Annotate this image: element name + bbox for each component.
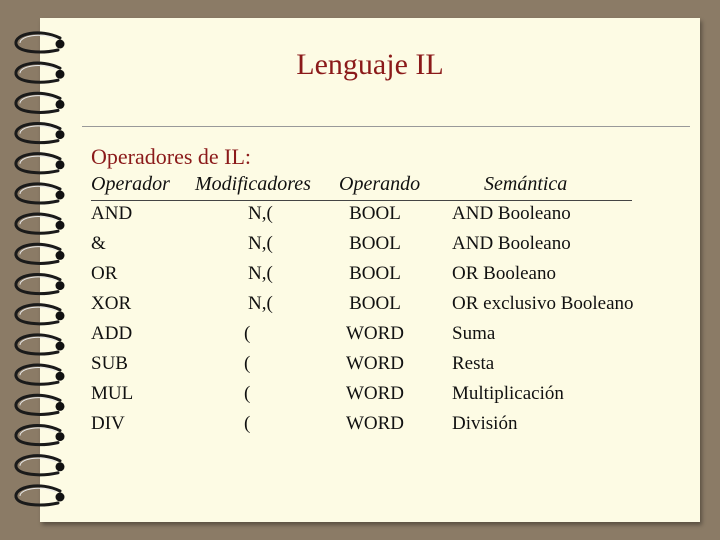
spiral-ring [16,154,65,173]
operand-cell: WORD [345,383,405,404]
spiral-ring [16,486,65,505]
header-operando: Operando [339,173,421,195]
section-subtitle: Operadores de IL: [91,144,252,169]
operator-cell: SUB [91,353,128,374]
title-divider [82,126,690,127]
table-row [0,233,720,263]
semantics-cell: Multiplicación [452,383,564,404]
semantics-cell: OR exclusivo Booleano [452,293,634,314]
operand-cell: BOOL [349,203,401,224]
modifier-cell: N,( [248,293,273,314]
operator-cell: ADD [91,323,133,344]
semantics-cell: AND Booleano [452,203,571,224]
modifier-cell: ( [244,353,251,374]
operand-cell: BOOL [349,233,401,254]
modifier-cell: ( [244,413,251,434]
table-row [0,293,720,323]
modifier-cell: ( [244,383,251,404]
operand-cell: WORD [345,413,405,434]
table-row [0,413,720,443]
modifier-cell: ( [244,323,251,344]
modifier-cell: N,( [248,263,273,284]
semantics-cell: División [452,413,518,434]
semantics-cell: AND Booleano [452,233,571,254]
header-modificadores: Modificadores [195,173,311,195]
table-row [0,263,720,293]
spiral-ring [16,456,65,475]
semantics-cell: Resta [452,353,495,374]
spiral-ring [16,93,65,112]
table-row [0,383,720,413]
operand-cell: WORD [345,353,405,374]
modifier-cell: N,( [248,233,273,254]
operator-cell: XOR [91,293,132,314]
operator-cell: DIV [91,413,125,434]
operator-cell: OR [91,263,118,284]
modifier-cell: N,( [248,203,273,224]
operand-cell: WORD [345,323,405,344]
operand-cell: BOOL [349,293,401,314]
spiral-ring [16,184,65,203]
operator-cell: & [91,233,106,254]
operand-cell: BOOL [349,263,401,284]
operator-cell: AND [91,203,133,224]
spiral-ring [16,123,65,142]
header-underline [91,200,632,201]
semantics-cell: Suma [452,323,496,344]
table-row [0,353,720,383]
table-row [0,203,720,233]
header-operador: Operador [91,173,170,195]
header-semantica: Semántica [484,173,568,195]
operator-cell: MUL [91,383,134,404]
slide-title: Lenguaje IL [296,48,444,81]
semantics-cell: OR Booleano [452,263,556,284]
table-row [0,323,720,353]
